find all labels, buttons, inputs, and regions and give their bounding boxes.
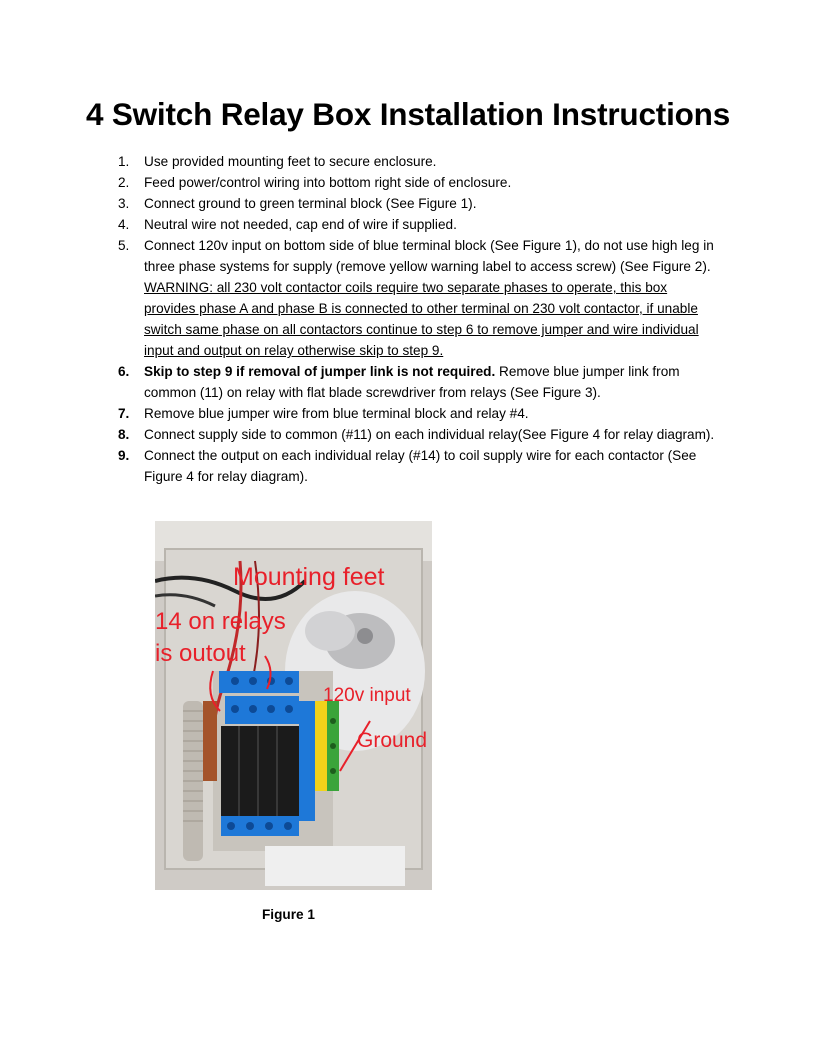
warning-text: WARNING: all 230 volt contactor coils require two separate phases to operate, this box provides phase A and phase B is connected to other terminal on 230 volt contactor, if unable switch same phase on all contactors continue to step 6 to remove jumper and wire individual input and output on relay otherwise skip to step 9.: [144, 280, 699, 358]
page-title: 4 Switch Relay Box Installation Instructions: [85, 96, 731, 132]
step-number: 9.: [118, 448, 130, 463]
instruction-step: [118, 172, 722, 193]
instruction-step: [118, 403, 722, 424]
figure-caption: Figure 1: [262, 907, 315, 922]
figure-1-photo: [155, 521, 432, 890]
annotation-mounting-feet: Mounting feet: [233, 563, 385, 591]
annotation-ground: Ground: [357, 729, 428, 752]
step-text: Use provided mounting feet to secure enclosure.: [144, 154, 437, 169]
step-text: Connect supply side to common (#11) on each individual relay(See Figure 4 for relay diagram).: [144, 427, 715, 442]
instruction-step: [118, 361, 722, 403]
step-bold-text: Skip to step 9 if removal of jumper link is not required.: [144, 364, 496, 379]
step-number: 3.: [118, 196, 130, 211]
instruction-list: [118, 151, 722, 487]
instruction-step: [118, 235, 722, 361]
instruction-step: [118, 193, 722, 214]
annotation-relays-line2: is outout: [155, 640, 246, 667]
step-text: Feed power/control wiring into bottom right side of enclosure.: [144, 175, 512, 190]
step-number: 5.: [118, 238, 130, 253]
step-text: Remove blue jumper link from common (11) on relay with flat blade screwdriver from relays (See Figure 3).: [144, 364, 680, 400]
step-number: 1.: [118, 154, 130, 169]
annotation-relays-line1: 14 on relays: [155, 608, 286, 635]
step-text: Remove blue jumper wire from blue terminal block and relay #4.: [144, 406, 529, 421]
step-text: Connect 120v input on bottom side of blue terminal block (See Figure 1), do not use high leg in three phase systems for supply (remove yellow warning label to access screw) (See Figure 2).: [144, 238, 714, 274]
instruction-step: [118, 214, 722, 235]
annotation-input: 120v input: [323, 685, 411, 706]
step-number: 4.: [118, 217, 130, 232]
step-text: Neutral wire not needed, cap end of wire if supplied.: [144, 217, 457, 232]
step-text: Connect ground to green terminal block (See Figure 1).: [144, 196, 477, 211]
step-number: 7.: [118, 406, 130, 421]
instruction-step: [118, 445, 722, 487]
instruction-step: [118, 151, 722, 172]
step-text: Connect the output on each individual relay (#14) to coil supply wire for each contactor (See Figure 4 for relay diagram).: [144, 448, 697, 484]
step-number: 8.: [118, 427, 130, 442]
step-number: 6.: [118, 364, 130, 379]
step-number: 2.: [118, 175, 130, 190]
instruction-step: [118, 424, 722, 445]
